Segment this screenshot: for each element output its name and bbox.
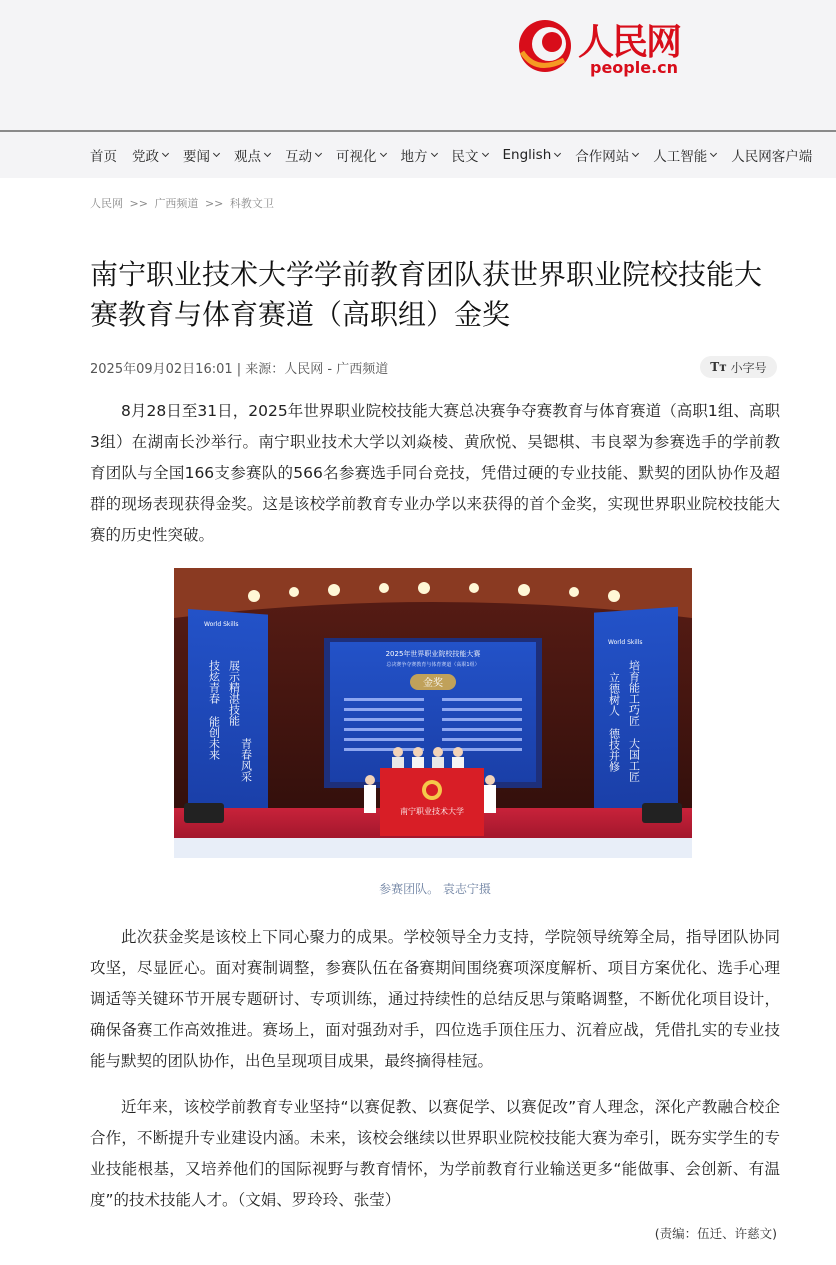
- screen-subtitle-text: 总决赛争夺赛教育与体育赛道（高职1组）: [386, 662, 480, 668]
- chevron-down-icon: [379, 149, 386, 156]
- nav-item-5[interactable]: [285, 145, 321, 165]
- breadcrumb: [90, 195, 274, 211]
- screen-award-text: 金奖: [423, 678, 443, 689]
- site-header: [0, 0, 836, 130]
- nav-item-12[interactable]: [731, 145, 812, 165]
- nav-item-7[interactable]: [401, 145, 437, 165]
- nav-item-label: English: [502, 147, 552, 163]
- logo-english-text: people.cn: [590, 58, 679, 77]
- breadcrumb-home[interactable]: 人民网: [90, 197, 123, 210]
- nav-item-6[interactable]: [336, 145, 386, 165]
- breadcrumb-channel[interactable]: 广西频道: [154, 197, 199, 210]
- photo-caption: 参赛团队。 袁志宁摄: [379, 882, 491, 896]
- nav-item-1[interactable]: [90, 145, 117, 165]
- logo-chinese-text: 人民网: [578, 21, 681, 63]
- right-banner-text-3: 立德树人: [607, 672, 621, 716]
- people-cn-logo[interactable]: [516, 16, 696, 82]
- main-nav: [0, 130, 836, 178]
- nav-item-label: 合作网站: [575, 149, 630, 165]
- screen-banner-text: 2025年世界职业院校技能大赛: [385, 650, 481, 658]
- chevron-down-icon: [554, 149, 561, 156]
- editor-credit: (责编：伍迁、许慈文): [654, 1226, 777, 1241]
- nav-item-label: 观点: [234, 149, 261, 165]
- breadcrumb-section[interactable]: 科教文卫: [229, 197, 274, 210]
- chevron-down-icon: [162, 149, 169, 156]
- chevron-down-icon: [632, 149, 639, 156]
- right-banner-text-1: 培育能工巧匠: [627, 660, 641, 726]
- left-banner-text-3: 技炫青春: [207, 660, 221, 704]
- chevron-down-icon: [481, 149, 488, 156]
- left-banner-text-2: 青春风采: [239, 738, 253, 782]
- article-meta: 2025年09月02日16:01 | 来源：人民网 - 广西频道: [90, 362, 389, 377]
- nav-item-10[interactable]: [575, 145, 638, 165]
- nav-item-label: 地方: [400, 149, 428, 165]
- nav-item-label: 互动: [285, 149, 312, 165]
- article-paragraph-2: 此次获金奖是该校上下同心聚力的成果。学校领导全力支持，学院领导统筹全局，指导团队协同攻坚，尽显匠心。面对赛制调整，参赛队伍在备赛期间围绕赛项深度解析、项目方案优化、选手心理调适等关键环节开展专题研讨、专项训练，通过持续性的总结反思与策略调整，不断优化项目设计，确保备赛工作高效推进。赛场上，面对强劲对手，四位选手顶住压力、沉着应战，凭借扎实的专业技能与默契的团队协作，出色呈现项目成果，最终摘得桂冠。: [90, 928, 780, 1070]
- chevron-down-icon: [213, 149, 220, 156]
- font-size-label: 小字号: [730, 360, 767, 375]
- breadcrumb-separator: >>: [129, 197, 148, 210]
- nav-item-3[interactable]: [183, 145, 219, 165]
- people-logo-icon: [516, 16, 574, 74]
- article-paragraph-1: 8月28日至31日，2025年世界职业院校技能大赛总决赛争夺赛教育与体育赛道（高职1组、高职3组）在湖南长沙举行。南宁职业技术大学以刘焱棱、黄欣悦、吴锶棋、韦良翠为参赛选手的学前教育团队与全国166支参赛队的566名参赛选手同台竞技，凭借过硬的专业技能、默契的团队协作及超群的现场表现获得金奖。这是该校学前教育专业办学以来获得的首个金奖，实现世界职业院校技能大赛的历史性突破。: [90, 402, 780, 544]
- nav-item-4[interactable]: [234, 145, 270, 165]
- nav-item-label: 党政: [132, 149, 159, 165]
- right-banner-text-2: 大国工匠: [627, 738, 641, 782]
- flag-text: 南宁职业技术大学: [400, 807, 464, 816]
- font-size-icon: Tт: [710, 360, 727, 374]
- nav-item-9[interactable]: [503, 147, 561, 163]
- left-banner-text-4: 能创未来: [207, 716, 221, 760]
- right-logo-text: World Skills: [608, 639, 643, 646]
- nav-item-label: 要闻: [183, 149, 210, 165]
- article-paragraph-3: 近年来，该校学前教育专业坚持“以赛促教、以赛促学、以赛促改”育人理念，深化产教融合校企合作，不断提升专业建设内涵。未来，该校会继续以世界职业院校技能大赛为牵引，既夯实学生的专业技能根基，又培养他们的国际视野与教育情怀，为学前教育行业输送更多“能做事、会创新、有温度”的技术技能人才。（文娟、罗玲玲、张莹）: [90, 1098, 780, 1209]
- nav-item-label: 可视化: [336, 149, 377, 165]
- nav-item-8[interactable]: [452, 145, 488, 165]
- font-size-toggle-button[interactable]: [700, 356, 777, 378]
- nav-item-2[interactable]: [132, 145, 168, 165]
- nav-list: [90, 132, 827, 178]
- left-logo-text: World Skills: [204, 621, 239, 628]
- chevron-down-icon: [430, 149, 437, 156]
- nav-item-label: 人工智能: [653, 149, 708, 165]
- nav-item-label: 人民网客户端: [731, 149, 813, 165]
- article-photo: [174, 568, 692, 858]
- chevron-down-icon: [264, 149, 271, 156]
- breadcrumb-separator: >>: [204, 197, 224, 210]
- chevron-down-icon: [710, 149, 717, 156]
- award-ceremony-image: [174, 568, 692, 858]
- nav-item-label: 首页: [90, 149, 117, 165]
- nav-item-11[interactable]: [653, 145, 716, 165]
- nav-item-label: 民文: [451, 149, 479, 165]
- right-banner-text-4: 德技并修: [607, 728, 621, 772]
- chevron-down-icon: [315, 149, 322, 156]
- article-title: 南宁职业技术大学学前教育团队获世界职业院校技能大赛教育与体育赛道（高职组）金奖: [90, 258, 763, 331]
- left-banner-text-1: 展示精湛技能: [227, 660, 241, 726]
